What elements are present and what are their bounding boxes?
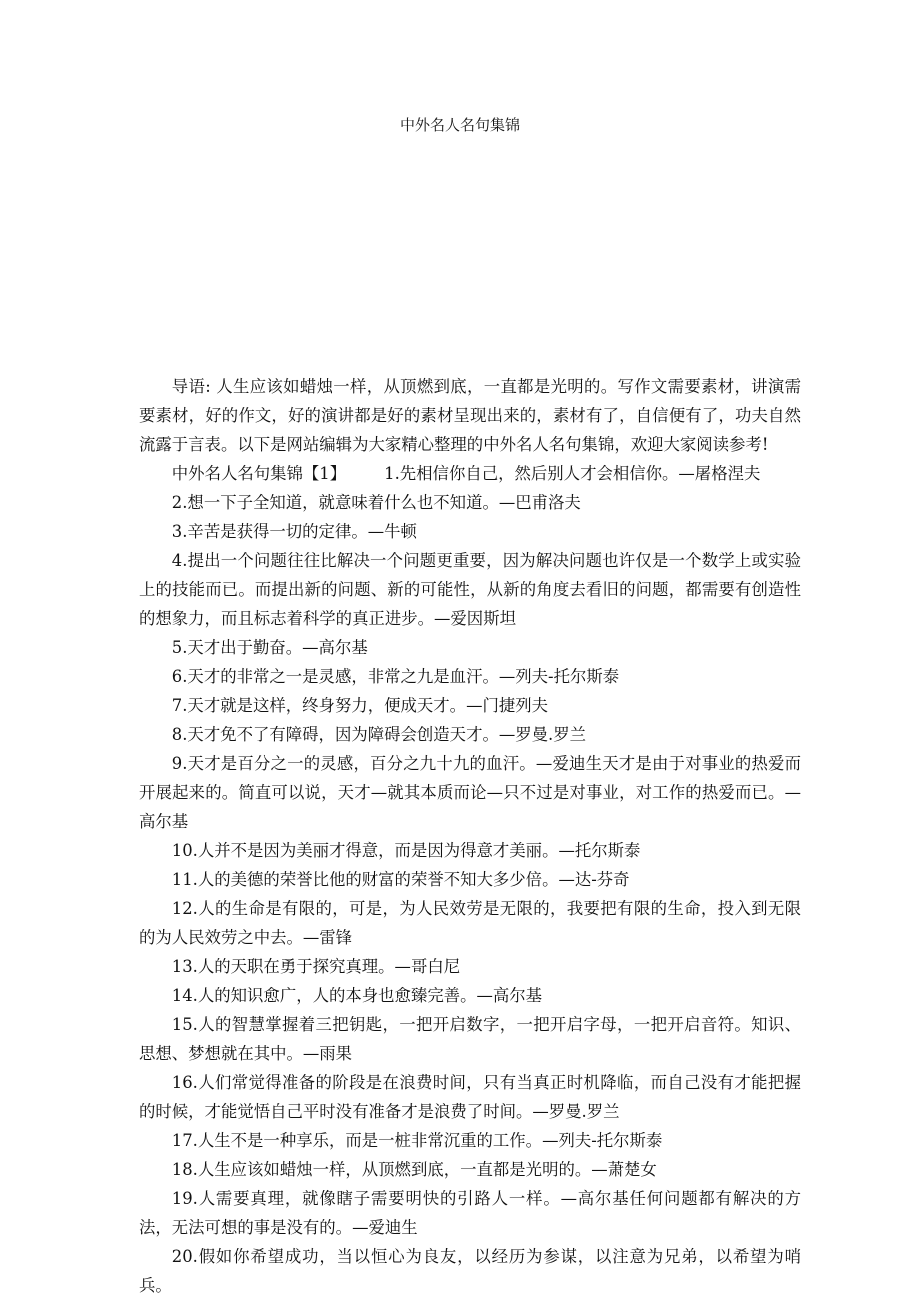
quote-item: 13.人的天职在勇于探究真理。—哥白尼 xyxy=(171,957,461,976)
quote-item: 6.天才的非常之一是灵感，非常之九是血汗。—列夫-托尔斯泰 xyxy=(171,667,620,686)
quote-item: 11.人的美德的荣誉比他的财富的荣誉不知大多少倍。—达-芬奇 xyxy=(171,870,630,889)
quote-item: 12.人的生命是有限的，可是，为人民效劳是无限的，我要把有限的生命，投入到无限的为人民效劳之中去。—雷锋 xyxy=(139,899,801,947)
document-body xyxy=(139,372,801,1300)
quote-item: 14.人的知识愈广，人的本身也愈臻完善。—高尔基 xyxy=(171,986,543,1005)
intro-paragraph: 导语: 人生应该如蜡烛一样，从顶燃到底，一直都是光明的。写作文需要素材，讲演需要素材，好的作文，好的演讲都是好的素材呈现出来的，素材有了，自信便有了，功夫自然流露于言表。以下是网站编辑为大家精心整理的中外名人名句集锦，欢迎大家阅读参考! xyxy=(139,377,801,454)
document-title: 中外名人名句集锦 xyxy=(399,116,520,134)
quote-item: 2.想一下子全知道，就意味着什么也不知道。—巴甫洛夫 xyxy=(171,493,581,512)
quote-item: 4.提出一个问题往往比解决一个问题更重要，因为解决问题也许仅是一个数学上或实验上的技能而已。而提出新的问题、新的可能性，从新的角度去看旧的问题，都需要有创造性的想象力，而且标志着科学的真正进步。—爱因斯坦 xyxy=(139,551,801,628)
quote-item: 5.天才出于勤奋。—高尔基 xyxy=(171,638,368,657)
quote-item: 1.先相信你自己，然后别人才会相信你。—屠格涅夫 xyxy=(384,464,761,483)
quote-item: 7.天才就是这样，终身努力，便成天才。—门捷列夫 xyxy=(171,696,549,715)
quote-item: 19.人需要真理，就像瞎子需要明快的引路人一样。—高尔基任何问题都有解决的方法，无法可想的事是没有的。—爱迪生 xyxy=(139,1189,801,1237)
quote-item: 16.人们常觉得准备的阶段是在浪费时间，只有当真正时机降临，而自己没有才能把握的时候，才能觉悟自己平时没有准备才是浪费了时间。—罗曼.罗兰 xyxy=(139,1073,801,1121)
quote-item: 3.辛苦是获得一切的定律。—牛顿 xyxy=(171,522,417,541)
quote-item: 17.人生不是一种享乐，而是一桩非常沉重的工作。—列夫-托尔斯泰 xyxy=(171,1131,663,1150)
quote-item: 10.人并不是因为美丽才得意，而是因为得意才美丽。—托尔斯泰 xyxy=(171,841,641,860)
quote-item: 20.假如你希望成功，当以恒心为良友，以经历为参谋，以注意为兄弟，以希望为哨兵。 xyxy=(139,1247,801,1295)
quote-item: 8.天才免不了有障碍，因为障碍会创造天才。—罗曼.罗兰 xyxy=(171,725,587,744)
quote-item: 15.人的智慧掌握着三把钥匙，一把开启数字，一把开启字母，一把开启音符。知识、思想、梦想就在其中。—雨果 xyxy=(139,1015,801,1063)
section-heading: 中外名人名句集锦【1】 xyxy=(171,464,347,483)
quote-item: 18.人生应该如蜡烛一样，从顶燃到底，一直都是光明的。—萧楚女 xyxy=(171,1160,657,1179)
section-first-line xyxy=(139,459,801,488)
quote-item: 9.天才是百分之一的灵感，百分之九十九的血汗。—爱迪生天才是由于对事业的热爱而开展起来的。简直可以说，天才—就其本质而论—只不过是对事业，对工作的热爱而已。—高尔基 xyxy=(139,754,801,831)
